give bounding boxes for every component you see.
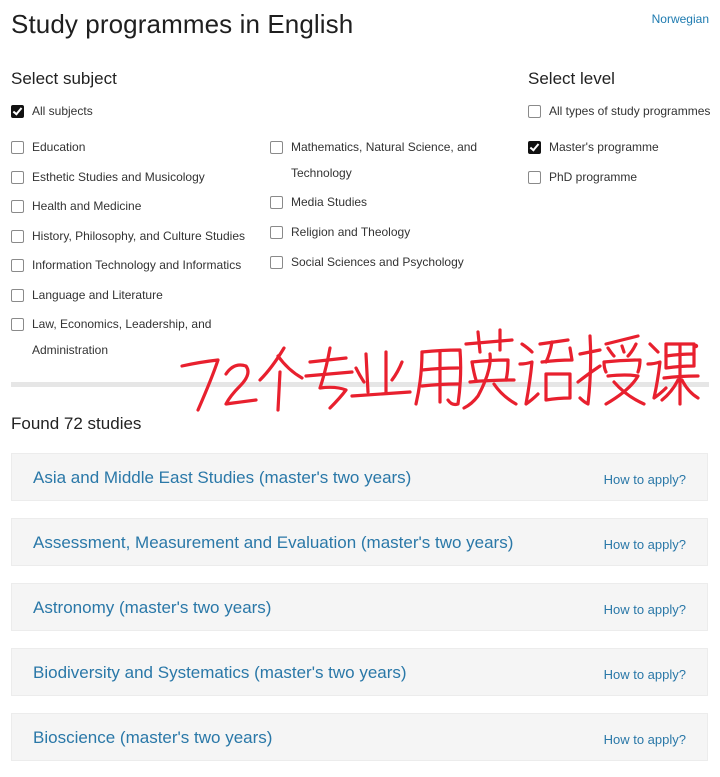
- checkbox-icon[interactable]: [270, 226, 283, 239]
- checkbox-icon[interactable]: [11, 230, 24, 243]
- checkbox-icon[interactable]: [11, 171, 24, 184]
- level-option-all-types[interactable]: [528, 104, 711, 135]
- select-level-heading: Select level: [528, 69, 615, 88]
- checkbox-checked-icon[interactable]: [528, 141, 541, 154]
- level-option-label: Master's programme: [549, 140, 659, 154]
- checkbox-icon[interactable]: [11, 259, 24, 272]
- how-to-apply-link[interactable]: How to apply?: [603, 537, 686, 552]
- subject-option-social-sciences[interactable]: [270, 255, 464, 286]
- checkbox-icon[interactable]: [11, 318, 24, 331]
- select-subject-heading: Select subject: [11, 69, 117, 88]
- study-card[interactable]: [11, 583, 708, 631]
- subject-option-label: Esthetic Studies and Musicology: [32, 170, 205, 184]
- level-option-label: PhD programme: [549, 170, 638, 184]
- subject-option-label: Social Sciences and Psychology: [291, 255, 464, 269]
- checkbox-icon[interactable]: [528, 105, 541, 118]
- subject-option-label-line1: Law, Economics, Leadership, and: [32, 317, 212, 331]
- checkbox-checked-icon[interactable]: [11, 105, 24, 118]
- level-option-label: All types of study programmes: [549, 104, 711, 118]
- how-to-apply-link[interactable]: How to apply?: [603, 732, 686, 747]
- level-option-phd[interactable]: [528, 170, 638, 201]
- study-card[interactable]: [11, 648, 708, 696]
- subject-option-all[interactable]: [11, 104, 93, 135]
- subject-option-label: Health and Medicine: [32, 199, 142, 213]
- study-title-link[interactable]: Bioscience (master's two years): [33, 728, 273, 747]
- subject-option-label-line2: Technology: [291, 166, 352, 180]
- study-title-link[interactable]: Assessment, Measurement and Evaluation (master's two years): [33, 533, 514, 552]
- checkbox-icon[interactable]: [11, 141, 24, 154]
- how-to-apply-link[interactable]: How to apply?: [603, 602, 686, 617]
- page-title: Study programmes in English: [11, 9, 354, 39]
- checkbox-icon[interactable]: [11, 200, 24, 213]
- how-to-apply-link[interactable]: How to apply?: [603, 667, 686, 682]
- checkbox-icon[interactable]: [270, 141, 283, 154]
- section-divider: [11, 382, 709, 387]
- study-card[interactable]: [11, 453, 708, 501]
- subject-option-label-line2: Administration: [32, 343, 109, 357]
- checkbox-icon[interactable]: [270, 256, 283, 269]
- study-title-link[interactable]: Asia and Middle East Studies (master's two years): [33, 468, 412, 487]
- subject-option-label: Education: [32, 140, 86, 154]
- subject-option-label: Media Studies: [291, 195, 368, 209]
- subject-option-label: [32, 311, 211, 363]
- subject-option-label-line1: Mathematics, Natural Science, and: [291, 140, 478, 154]
- checkbox-icon[interactable]: [270, 196, 283, 209]
- checkbox-icon[interactable]: [11, 289, 24, 302]
- results-count: Found 72 studies: [11, 414, 142, 433]
- study-title-link[interactable]: Astronomy (master's two years): [33, 598, 272, 617]
- study-card[interactable]: [11, 518, 708, 566]
- norwegian-language-link[interactable]: Norwegian: [651, 12, 709, 26]
- subject-option-label: All subjects: [32, 104, 93, 118]
- subject-option-label: Language and Literature: [32, 288, 163, 302]
- subject-option-label: Religion and Theology: [291, 225, 411, 239]
- subject-option-law-economics[interactable]: [11, 317, 212, 374]
- handwritten-annotation: [160, 318, 700, 423]
- checkbox-icon[interactable]: [528, 171, 541, 184]
- subject-option-label: History, Philosophy, and Culture Studies: [32, 229, 245, 243]
- study-title-link[interactable]: Biodiversity and Systematics (master's two years): [33, 663, 407, 682]
- subject-option-label: [291, 134, 477, 186]
- subject-option-label: Information Technology and Informatics: [32, 258, 242, 272]
- study-card[interactable]: [11, 713, 708, 761]
- how-to-apply-link[interactable]: How to apply?: [603, 472, 686, 487]
